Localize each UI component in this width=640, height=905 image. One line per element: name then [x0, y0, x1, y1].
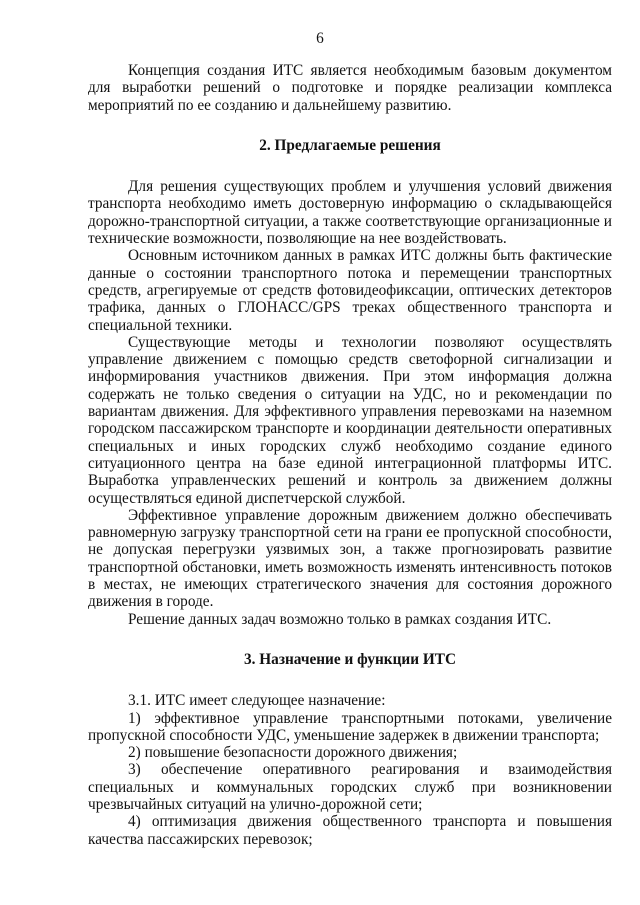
section-2-paragraph: Для решения существующих проблем и улучшения условий движения транспорта необходимо иметь достоверную информацию о складывающейся дорожно-транспортной ситуации, а также соответствующие организационные и технические возможности, позволяющие на нее воздействовать. [88, 178, 612, 248]
section-2-heading: 2. Предлагаемые решения [259, 136, 441, 154]
intro-paragraph: Концепция создания ИТС является необходимым базовым документом для выработки решений о подготовке и порядке реализации комплекса мероприятий по ее созданию и дальнейшему развитию. [88, 62, 612, 114]
section-3-item: 3.1. ИТС имеет следующее назначение: [128, 692, 386, 710]
section-2-paragraph: Эффективное управление дорожным движением должно обеспечивать равномерную загрузку транспортной сети на грани ее пропускной способности, не допуская перегрузки уязвимых зон, а также прогнозировать развитие транспортной обстановки, иметь возможность изменять интенсивность потоков в местах, не имеющих стратегического значения для состояния дорожного движения в городе. [88, 506, 612, 611]
section-2-paragraph: Основным источником данных в рамках ИТС должны быть фактические данные о состоянии транспортного потока и перемещении транспортных средств, агрегируемые от средств фотовидеофиксации, оптических детекторов трафика, данных о ГЛОНАСС/GPS треках общественного транспорта и специальной техники. [88, 247, 612, 334]
document-body [88, 62, 612, 848]
section-3-item: 3) обеспечение оперативного реагирования и взаимодействия специальных и коммунальных городских служб при возникновении чрезвычайных ситуаций на улично-дорожной сети; [88, 761, 612, 813]
section-3-heading: 3. Назначение и функции ИТС [243, 650, 457, 668]
section-2-paragraph: Существующие методы и технологии позволяют осуществлять управление движением с помощью средств светофорной сигнализации и информирования участников движения. При этом информация должна содержать не только сведения о ситуации на УДС, но и рекомендации по вариантам движения. Для эффективного управления перевозками на наземном городском пассажирском транспорте и координации деятельности оперативных специальных и иных городских служб необходимо создание единого ситуационного центра на базе единой интеграционной платформы ИТС. Выработка управленческих решений и контроль за движением должны осуществляться единой диспетчерской службой. [88, 333, 612, 507]
section-3-item: 1) эффективное управление транспортными потоками, увеличение пропускной способности УДС, уменьшение задержек в движении транспорта; [88, 709, 612, 744]
section-3-item: 2) повышение безопасности дорожного движения; [128, 744, 458, 762]
section-3-item: 4) оптимизация движения общественного транспорта и повышения качества пассажирских перевозок; [88, 813, 612, 848]
page-number: 6 [316, 30, 324, 47]
section-2-paragraph: Решение данных задач возможно только в рамках создания ИТС. [128, 610, 552, 628]
